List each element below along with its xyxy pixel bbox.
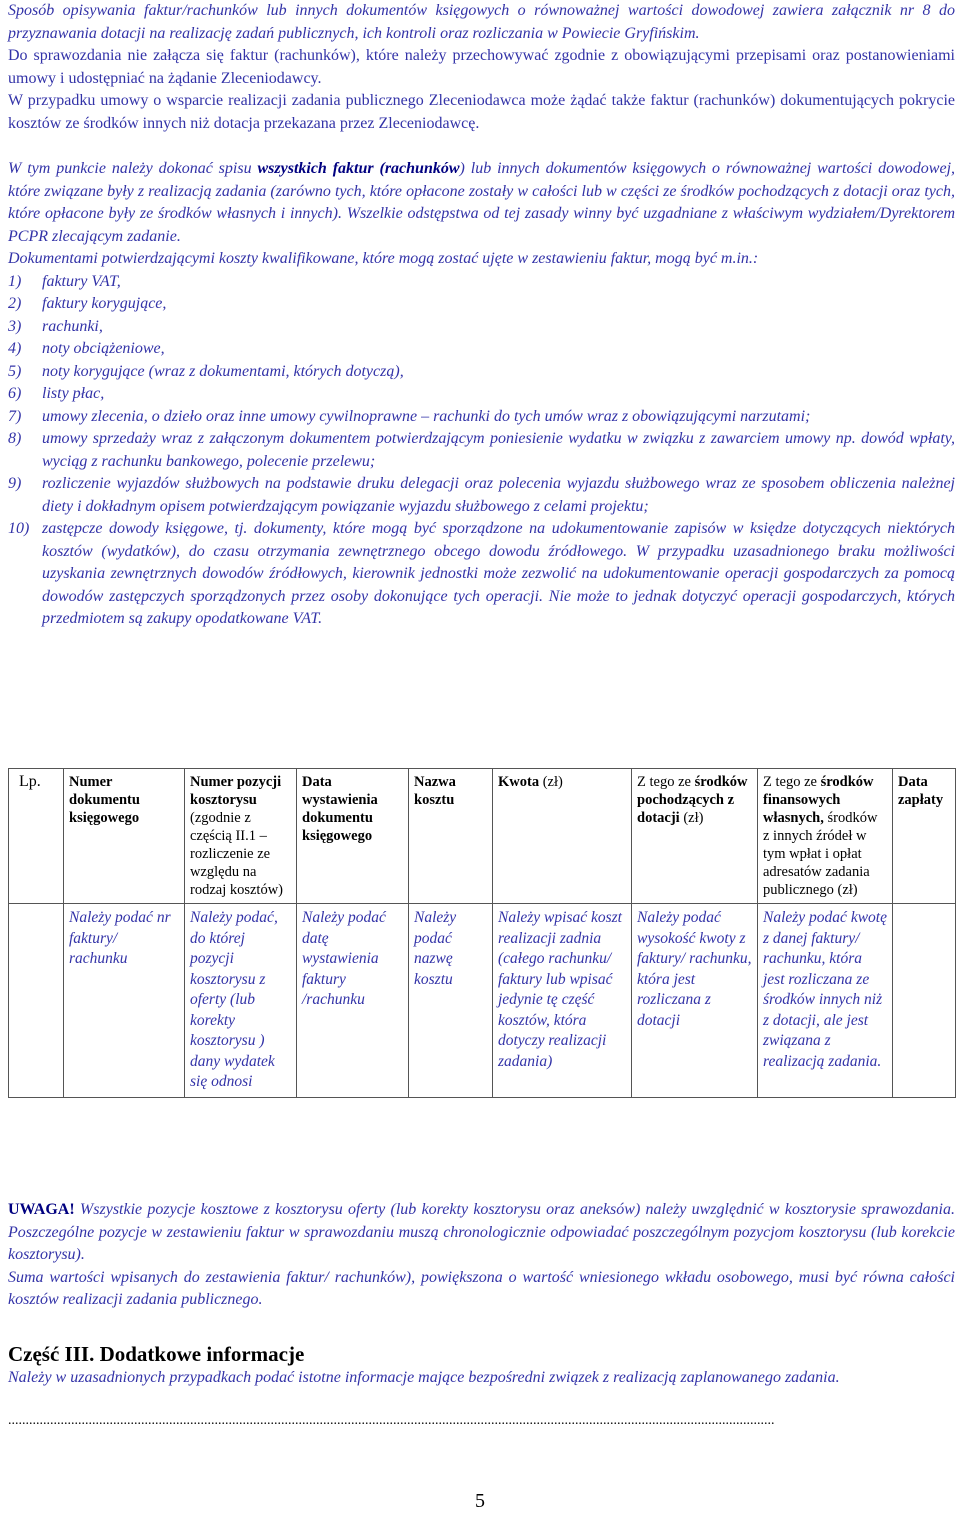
dotted-answer-line: ........................................................................................................................................................................................................................... [8,1413,775,1428]
list-item-number: 8) [8,430,22,447]
table-description-row [9,904,956,1098]
desc-document-number: Należy podać nr faktury/ rachunku [64,904,185,1098]
header-subsidy-share [632,769,758,904]
list-item-number: 3) [8,317,22,335]
desc-lp [9,904,64,1098]
list-item-text: umowy sprzedaży wraz z załączonym dokumentem potwierdzającym poniesienie wydatku w związku z zawarciem umowy np. dowód wpłaty, wyciąg z rachunku bankowego, polecenie przelewu; [42,430,955,470]
list-item [8,473,955,518]
list-item-text: zastępcze dowody księgowe, tj. dokumenty, które mogą być sporządzone na udokumentowanie zapisów w księdze dotyczących niektórych kosztów (wydatków), do czasu otrzymania zewnętrznego obcego dowodu źródłowego. W przypadku uzasadnionego braku możliwości uzyskania zewnętrznych dowodów źródłowych, kierownik jednostki może zezwolić na udokumentowanie operacji gospodarczych za pomocą dowodów zastępczych sporządzonych przez osoby dokonujące tych operacji. Nie może to jednak dotyczyć operacji gospodarczych, których przedmiotem są zakupy opodatkowane VAT. [42,520,955,627]
header-cost-name: Nazwa kosztu [409,769,493,904]
desc-subsidy-share: Należy podać wysokość kwoty z faktury/ rachunku, która jest rozliczana z dotacji [632,904,758,1098]
warning-paragraph [8,1199,955,1267]
warning-text: Wszystkie pozycje kosztowe z kosztorysu oferty (lub korekty kosztorysu oraz aneksów) należy uwzględnić w kosztorysie sprawozdania. Poszczególne pozycje w zestawieniu faktur w sprawozdaniu muszą chronologicznie odpowiadać poszczególnym pozycjom kosztorysu (lub korekcie kosztorysu). [8,1201,955,1263]
intro-paragraph-2: Do sprawozdania nie załącza się faktur (rachunków), które należy przechowywać zgodnie z obowiązującymi przepisami oraz postanowieniami umowy i udostępniać na żądanie Zleceniodawcy. [8,47,955,87]
instructions-paragraph-2: Dokumentami potwierdzającymi koszty kwalifikowane, które mogą zostać ujęte w zestawieniu faktur, mogą być m.in.: [8,250,759,267]
list-item-text: listy płac, [42,385,105,402]
instructions-emphasis: wszystkich faktur (rachunków [257,160,460,177]
list-item-number: 9) [8,475,22,492]
header-payment-date: Data zapłaty [893,769,956,904]
list-item-number: 6) [8,385,22,402]
list-item-text: umowy zlecenia, o dzieło oraz inne umowy cywilnoprawne – rachunki do tych umów wraz z obowiązującymi narzutami; [42,407,811,425]
part-3-instructions: Należy w uzasadnionych przypadkach podać istotne informacje mające bezpośredni związek z realizacją zaplanowanego zadania. [8,1369,840,1386]
desc-issue-date: Należy podać datę wystawienia faktury /rachunku [297,904,409,1098]
header-own-funds-share [758,769,893,904]
list-item-text: faktury VAT, [42,272,121,290]
page-number: 5 [475,1490,485,1512]
list-item-text: noty korygujące (wraz z dokumentami, których dotyczą), [42,362,404,380]
invoice-summary-table [8,768,956,1098]
warning-label: UWAGA! [8,1201,75,1218]
desc-cost-item-number: Należy podać, do której pozycji kosztorysu z oferty (lub korekty kosztorysu ) dany wydatek się odnosi [185,904,297,1098]
sum-paragraph: Suma wartości wpisanych do zestawienia faktur/ rachunków), powiększona o wartość wniesionego wkładu osobowego, musi być równa całości kosztów realizacji zadania publicznego. [8,1268,955,1308]
table-header-row [9,769,956,904]
header-amount-title: Kwota [498,774,540,790]
list-item-number: 1) [8,272,22,290]
part-3-section [8,1341,955,1390]
list-item-number: 5) [8,362,22,380]
header-document-number: Numer dokumentu księgowego [64,769,185,904]
list-item-text: faktury korygujące, [42,295,167,312]
desc-payment-date [893,904,956,1098]
list-item [8,271,955,294]
intro-paragraph-1: Sposób opisywania faktur/rachunków lub innych dokumentów księgowych o równoważnej wartości dowodowej zawiera załącznik nr 8 do przyznawania dotacji na realizację zadań publicznych, ich kontroli oraz rozliczania w Powiecie Gryfińskim. [8,2,955,42]
list-item [8,361,955,384]
instructions-text-a: W tym punkcie należy dokonać spisu [8,160,258,177]
header-subsidy-prefix: Z tego ze [637,774,695,790]
header-own-prefix: Z tego ze [763,774,821,790]
list-item [8,338,955,361]
document-page [8,0,956,1428]
header-own-title: środków finansowych własnych, [763,774,874,826]
list-item [8,406,955,429]
list-item [8,518,955,631]
list-item-text: rozliczenie wyjazdów służbowych na podstawie druku delegacji oraz polecenia wyjazdu służbowego wraz ze sposobem obliczenia należnej diety i dokładnym opisem potwierdzającym powiązanie wyjazdu służbowego z celami projektu; [42,475,955,515]
list-item-number: 4) [8,340,22,357]
notes-block [8,1199,955,1312]
list-item-number: 2) [8,295,22,312]
intro-block [8,0,955,135]
part-3-heading: Część III. Dodatkowe informacje [8,1342,305,1366]
header-own-note: środków z innych źródeł w tym wpłat i opłat adresatów zadania publicznego (zł) [763,810,878,898]
header-subsidy-title: środków pochodzących z dotacji [637,774,748,826]
header-issue-date: Data wystawienia dokumentu księgowego [297,769,409,904]
header-cost-item-title: Numer pozycji kosztorysu [190,774,282,808]
list-item-number: 7) [8,407,22,425]
desc-amount: Należy wpisać koszt realizacji zadnia (całego rachunku/ faktury lub wpisać jedynie tę część kosztów, która dotyczy realizacji zadania) [493,904,632,1098]
header-amount-unit: (zł) [539,774,563,790]
list-item [8,383,955,406]
intro-paragraph-3: W przypadku umowy o wsparcie realizacji zadania publicznego Zleceniodawca może żądać także faktur (rachunków) dokumentujących pokrycie kosztów ze środków innych niż dotacja przekazana przez Zleceniodawcę. [8,92,955,132]
header-amount [493,769,632,904]
list-item [8,428,955,473]
instructions-paragraph-1 [8,158,955,248]
header-subsidy-unit: (zł) [679,810,704,826]
list-item [8,293,955,316]
desc-cost-name: Należy podać nazwę kosztu [409,904,493,1098]
instructions-text-b: ) lub innych dokumentów księgowych o równoważnej wartości dowodowej, które związane były z realizacją zadania (zarówno tych, które opłacone zostały w całości lub w części ze środków pochodzących z dotacji oraz tych, które opłacone były ze środków własnych i innych). Wszelkie odstępstwa od tej zasady winny być uzgadniane z właściwym wydziałem/Dyrektorem PCPR zlecającym zadanie. [8,160,956,245]
header-lp: Lp. [9,769,64,904]
instructions-section [8,158,955,631]
desc-own-funds-share: Należy podać kwotę z danej faktury/ rachunku, która jest rozliczana ze środków innych niż z dotacji, ale jest związana z realizacją zadania. [758,904,893,1098]
list-item [8,316,955,339]
document-types-list [8,271,955,631]
list-item-number: 10) [8,520,30,537]
list-item-text: noty obciążeniowe, [42,340,165,357]
list-item-text: rachunki, [42,317,103,335]
header-cost-item-number [185,769,297,904]
header-cost-item-note: (zgodnie z częścią II.1 – rozliczenie ze względu na rodzaj kosztów) [190,810,284,898]
